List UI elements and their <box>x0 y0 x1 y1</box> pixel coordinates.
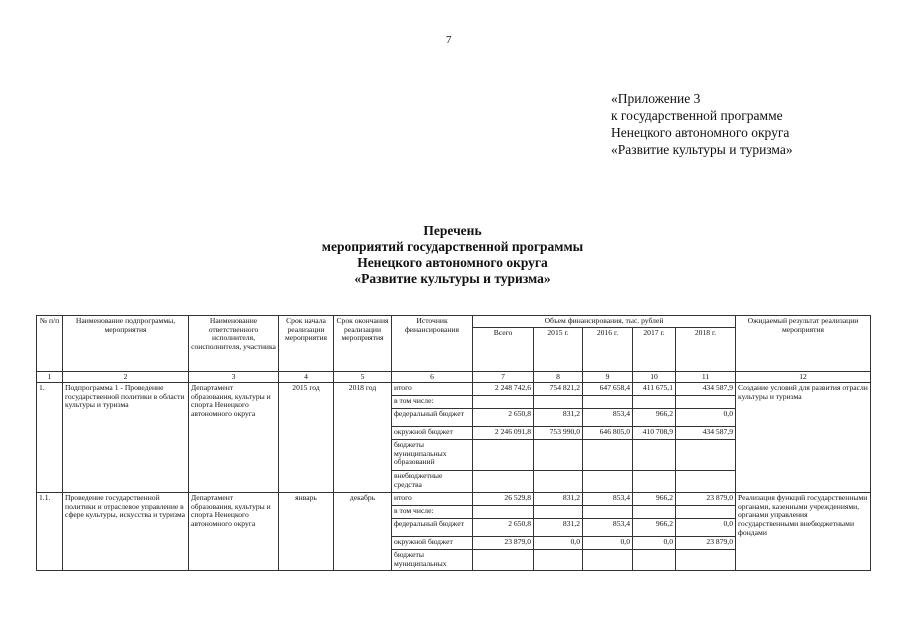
annex-line: Ненецкого автономного округа <box>611 125 790 140</box>
column-number: 12 <box>736 371 871 383</box>
amount-2017 <box>633 471 676 493</box>
amount-2018 <box>676 471 736 493</box>
amount-2018: 434 587,9 <box>676 383 736 396</box>
end-date: декабрь <box>334 493 392 571</box>
amount-2015 <box>534 471 583 493</box>
annex-line: к государственной программе <box>611 108 783 123</box>
table-row <box>37 493 871 506</box>
annex-line: «Развитие культуры и туризма» <box>611 142 793 157</box>
column-number: 9 <box>583 371 633 383</box>
amount-2017 <box>633 550 676 571</box>
amount-2016 <box>583 550 633 571</box>
amount-2016: 853,4 <box>583 409 633 427</box>
document-title <box>0 223 905 287</box>
row-number: 1.1. <box>37 493 63 571</box>
amount-2018 <box>676 550 736 571</box>
amount-2016: 646 805,0 <box>583 427 633 440</box>
amount-2018 <box>676 440 736 471</box>
row-number: 1. <box>37 383 63 493</box>
header-volume: Объем финансирования, тыс. рублей <box>473 316 736 328</box>
amount-total: 2 650,8 <box>473 519 534 537</box>
column-number: 8 <box>534 371 583 383</box>
amount-total: 2 650,8 <box>473 409 534 427</box>
header-source: Источник финансирования <box>392 316 473 372</box>
title-line: Ненецкого автономного округа <box>357 255 548 270</box>
funding-source: бюджеты муниципальных образований <box>392 440 473 471</box>
header-year: 2016 г. <box>583 327 633 371</box>
start-date: январь <box>279 493 334 571</box>
column-number-row <box>37 371 871 383</box>
amount-total: 26 529,8 <box>473 493 534 506</box>
amount-2016 <box>583 440 633 471</box>
header-executor: Наименование ответственного исполнителя, соисполнителя, участника <box>189 316 279 372</box>
funding-source: окружной бюджет <box>392 537 473 550</box>
header-num: № п/п <box>37 316 63 372</box>
column-number: 4 <box>279 371 334 383</box>
header-year: 2018 г. <box>676 327 736 371</box>
header-year: 2015 г. <box>534 327 583 371</box>
end-date: 2018 год <box>334 383 392 493</box>
funding-source: бюджеты муниципальных <box>392 550 473 571</box>
amount-2016 <box>583 396 633 409</box>
funding-source: итого <box>392 493 473 506</box>
annex-line: «Приложение 3 <box>611 91 701 106</box>
column-number: 2 <box>63 371 189 383</box>
funding-source: федеральный бюджет <box>392 519 473 537</box>
amount-2015: 831,2 <box>534 493 583 506</box>
amount-2018 <box>676 396 736 409</box>
expected-result: Реализация функций государственными органами, казенными учреждениями, органами управления государственными внебюджетными фондами <box>736 493 871 571</box>
activities-table <box>36 315 871 571</box>
start-date: 2015 год <box>279 383 334 493</box>
header-row <box>37 316 871 328</box>
header-result: Ожидаемый результат реализации мероприятия <box>736 316 871 372</box>
page-number: 7 <box>446 34 452 46</box>
header-year: 2017 г. <box>633 327 676 371</box>
funding-source: итого <box>392 383 473 396</box>
executor-name: Департамент образования, культуры и спорта Ненецкого автономного округа <box>189 383 279 493</box>
column-number: 11 <box>676 371 736 383</box>
amount-2015 <box>534 440 583 471</box>
expected-result: Создание условий для развития отрасли культуры и туризма <box>736 383 871 493</box>
column-number: 10 <box>633 371 676 383</box>
amount-total <box>473 506 534 519</box>
amount-2017 <box>633 506 676 519</box>
amount-2017: 966,2 <box>633 493 676 506</box>
amount-2018 <box>676 506 736 519</box>
amount-2017: 411 675,1 <box>633 383 676 396</box>
amount-2018: 0,0 <box>676 409 736 427</box>
amount-2018: 0,0 <box>676 519 736 537</box>
column-number: 3 <box>189 371 279 383</box>
amount-2017: 966,2 <box>633 409 676 427</box>
header-total: Всего <box>473 327 534 371</box>
amount-2016: 647 658,4 <box>583 383 633 396</box>
funding-source: окружной бюджет <box>392 427 473 440</box>
title-line: Перечень <box>423 223 482 238</box>
amount-2017: 0,0 <box>633 537 676 550</box>
amount-2018: 434 587,9 <box>676 427 736 440</box>
amount-2018: 23 879,0 <box>676 493 736 506</box>
amount-total: 2 248 742,6 <box>473 383 534 396</box>
column-number: 1 <box>37 371 63 383</box>
executor-name: Департамент образования, культуры и спорта Ненецкого автономного округа <box>189 493 279 571</box>
activity-name: Проведение государственной политики и отраслевое управление в сфере культуры, искусства и туризма <box>63 493 189 571</box>
amount-2015 <box>534 550 583 571</box>
amount-2015: 831,2 <box>534 519 583 537</box>
amount-total: 23 879,0 <box>473 537 534 550</box>
amount-2016 <box>583 471 633 493</box>
amount-2017: 966,2 <box>633 519 676 537</box>
amount-total: 2 246 091,8 <box>473 427 534 440</box>
funding-source: в том числе: <box>392 396 473 409</box>
amount-2017 <box>633 396 676 409</box>
table-row <box>37 383 871 396</box>
amount-2015: 831,2 <box>534 409 583 427</box>
amount-2015: 753 990,0 <box>534 427 583 440</box>
amount-2015: 754 821,2 <box>534 383 583 396</box>
funding-source: в том числе: <box>392 506 473 519</box>
title-line: «Развитие культуры и туризма» <box>354 271 551 286</box>
amount-2015 <box>534 506 583 519</box>
amount-total <box>473 471 534 493</box>
amount-2015: 0,0 <box>534 537 583 550</box>
amount-2017: 410 708,9 <box>633 427 676 440</box>
amount-total <box>473 550 534 571</box>
amount-2016: 853,4 <box>583 519 633 537</box>
amount-2016: 0,0 <box>583 537 633 550</box>
title-line: мероприятий государственной программы <box>321 239 584 254</box>
header-name: Наименование подпрограммы, мероприятия <box>63 316 189 372</box>
header-end: Срок окончания реализации мероприятия <box>334 316 392 372</box>
amount-2018: 23 879,0 <box>676 537 736 550</box>
annex-note <box>611 90 793 158</box>
amount-total <box>473 396 534 409</box>
funding-source: федеральный бюджет <box>392 409 473 427</box>
amount-2015 <box>534 396 583 409</box>
header-start: Срок начала реализации мероприятия <box>279 316 334 372</box>
amount-total <box>473 440 534 471</box>
column-number: 7 <box>473 371 534 383</box>
activity-name: Подпрограмма 1 - Проведение государственной политики в области культуры и туризма <box>63 383 189 493</box>
amount-2017 <box>633 440 676 471</box>
amount-2016: 853,4 <box>583 493 633 506</box>
funding-source: внебюджетные средства <box>392 471 473 493</box>
column-number: 6 <box>392 371 473 383</box>
amount-2016 <box>583 506 633 519</box>
column-number: 5 <box>334 371 392 383</box>
